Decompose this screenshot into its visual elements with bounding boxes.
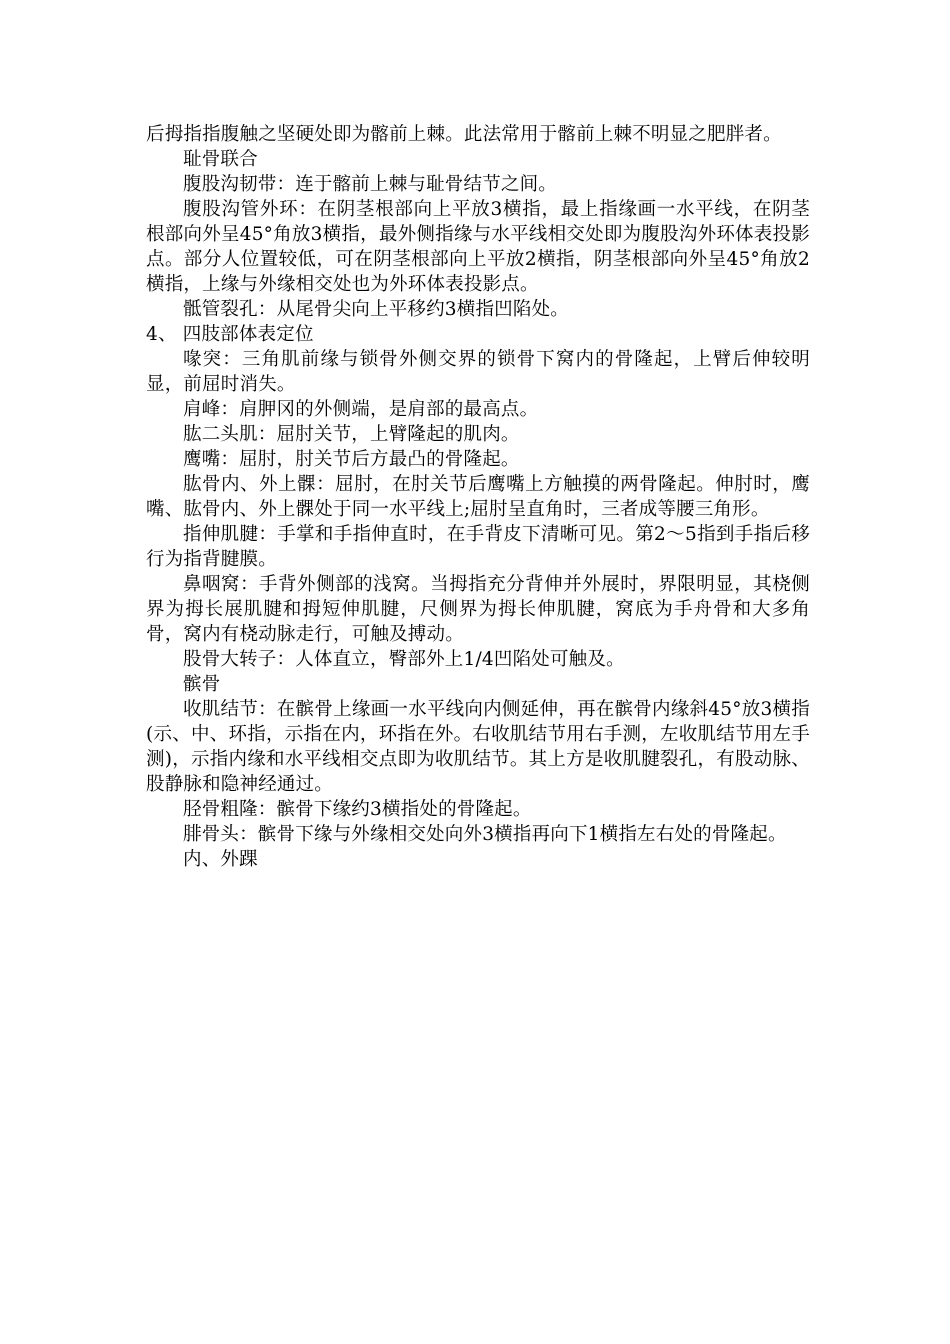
item-adductor-tubercle: 收肌结节：在髌骨上缘画一水平线向内侧延伸，再在髌骨内缘斜45°放3横指(示、中、环指，示指在内，环指在外。右收肌结节用右手测，左收肌结节用左手测)，示指内缘和水平线相交点即为收肌结节。其上方是收肌腱裂孔，有股动脉、股静脉和隐神经通过。 — [146, 699, 810, 795]
item-extensor-tendons: 指伸肌腱：手掌和手指伸直时，在手背皮下清晰可见。第2～5指到手指后移行为指背腱膜。 — [146, 524, 810, 570]
document-body — [146, 122, 810, 872]
item-biceps-brachii: 肱二头肌：屈肘关节，上臂隆起的肌肉。 — [183, 424, 520, 445]
item-olecranon: 鹰嘴：屈肘，肘关节后方最凸的骨隆起。 — [183, 449, 520, 470]
section-heading-limbs: 4、 四肢部体表定位 — [146, 324, 314, 345]
item-humeral-epicondyles: 肱骨内、外上髁：屈肘，在肘关节后鹰嘴上方触摸的两骨隆起。伸肘时，鹰嘴、肱骨内、外上髁处于同一水平线上;屈肘呈直角时，三者成等腰三角形。 — [146, 474, 810, 520]
item-superficial-inguinal-ring: 腹股沟管外环：在阴茎根部向上平放3横指，最上指缘画一水平线，在阴茎根部向外呈45°角放3横指，最外侧指缘与水平线相交处即为腹股沟外环体表投影点。部分人位置较低，可在阴茎根部向上平放2横指，阴茎根部向外呈45°角放2横指，上缘与外缘相交处也为外环体表投影点。 — [146, 199, 810, 295]
item-inguinal-ligament: 腹股沟韧带：连于髂前上棘与耻骨结节之间。 — [183, 174, 558, 195]
item-fibular-head: 腓骨头：髌骨下缘与外缘相交处向外3横指再向下1横指左右处的骨隆起。 — [183, 824, 787, 845]
item-acromion: 肩峰：肩胛冈的外侧端，是肩部的最高点。 — [183, 399, 539, 420]
item-malleoli: 内、外踝 — [183, 849, 258, 870]
item-patella: 髌骨 — [183, 674, 221, 695]
item-pubic-symphysis: 耻骨联合 — [183, 149, 258, 170]
item-anatomical-snuffbox: 鼻咽窝：手背外侧部的浅窝。当拇指充分背伸并外展时，界限明显，其桡侧界为拇长展肌腱和拇短伸肌腱，尺侧界为拇长伸肌腱，窝底为手舟骨和大多角骨，窝内有桡动脉走行，可触及搏动。 — [146, 574, 810, 645]
item-coracoid-process: 喙突：三角肌前缘与锁骨外侧交界的锁骨下窝内的骨隆起，上臂后伸较明显，前屈时消失。 — [146, 349, 810, 395]
item-greater-trochanter: 股骨大转子：人体直立，臀部外上1/4凹陷处可触及。 — [183, 649, 625, 670]
item-tibial-tuberosity: 胫骨粗隆：髌骨下缘约3横指处的骨隆起。 — [183, 799, 532, 820]
paragraph-continuation-asis: 后拇指指腹触之坚硬处即为髂前上棘。此法常用于髂前上棘不明显之肥胖者。 — [146, 124, 782, 145]
item-sacral-hiatus: 骶管裂孔：从尾骨尖向上平移约3横指凹陷处。 — [183, 299, 569, 320]
